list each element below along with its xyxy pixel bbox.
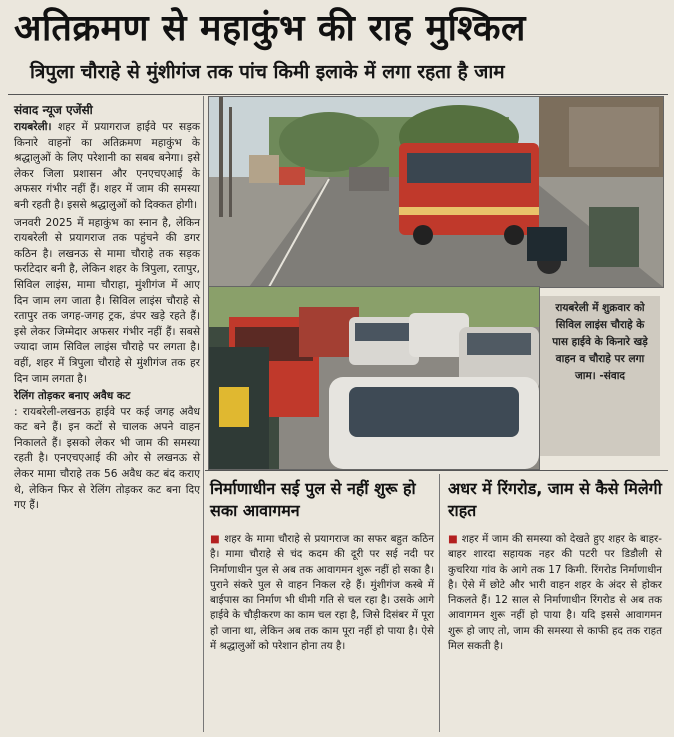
column-divider	[203, 96, 204, 732]
divider	[8, 94, 668, 95]
right-heading: अधर में रिंगरोड, जाम से कैसे मिलेगी राहत	[448, 479, 662, 520]
paragraph: शहर में प्रयागराज हाईवे पर सड़क किनारे वाहनों का अतिक्रमण महाकुंभ के श्रद्धालुओं के लिए परेशानी का सबब बनेगा। इसे लेकर जिला प्रशासन और एनएचएआई के अफसर गंभीर नहीं हैं। शहर में जाम की समस्या बनी रहती है। इससे श्रद्धालुओं को दिक्कत होगी।	[14, 121, 200, 211]
byline: संवाद न्यूज एजेंसी	[14, 103, 93, 117]
photo-caption: रायबरेली में शुक्रवार को सिविल लाइंस चौराहे के पास हाईवे के किनारे खड़े वाहन व चौराहे पर लगा जाम। -संवाद	[540, 296, 660, 456]
subheadline: त्रिपुला चौराहे से मुंशीगंज तक पांच किमी इलाके में लगा रहता है जाम	[30, 61, 505, 83]
column-divider	[439, 474, 440, 732]
headline: अतिक्रमण से महाकुंभ की राह मुश्किल	[14, 8, 526, 49]
middle-text: शहर के मामा चौराहे से प्रयागराज का सफर बहुत कठिन है। मामा चौराहे से चंद कदम की दूरी पर सई नदी पर निर्माणाधीन पुल से अब तक आवागमन शुरू नहीं हो सका है। पुराने संकरे पुल से वाहन निकल रहे हैं। मुंशीगंज कस्बे में बाईपास का निर्माण भी धीमी गति से चल रहा है। उसके आगे हाईवे के चौड़ीकरण का काम चल रहा है, जिसे दिसंबर में पूरा हो जाना था, लेकिन अब तक काम पूरा नहीं हो पाया है। ऐसे में श्रद्धालुओं को परेशान होना तय है।	[210, 533, 434, 653]
paragraph: जनवरी 2025 में महाकुंभ का स्नान है, लेकिन रायबरेली से प्रयागराज तक पहुंचने की डगर कठिन है। लखनऊ से मामा चौराहे तक सड़क फर्राटेदार बनी है, लेकिन शहर के त्रिपुला, रतापुर, सिविल लाइंस, मामा चौराहा, मुंशीगंज में आए दिन जाम लग जाता है। सिविल लाइंस चौराहे से रतापुर तक जगह-जगह ट्रक, डंपर खड़े रहते हैं। इसे लेकर जिम्मेदार अफसर गंभीर नहीं हैं। सबसे ज्यादा जाम सिविल लाइंस चौराहे पर लगता है। वहीं, शहर में त्रिपुला चौराहे से मुंशीगंज तक हर दिन जाम लगता है।	[14, 216, 200, 385]
left-column	[14, 120, 200, 516]
bullet-mark: ■	[448, 533, 462, 545]
traffic-jam-photo	[208, 286, 540, 470]
right-text: शहर में जाम की समस्या को देखते हुए शहर के बाहर-बाहर शारदा सहायक नहर की पटरी पर डिडौली से कुचरिया गांव के आगे तक 17 किमी. रिंगरोड निर्माणाधीन है। ऐसे में छोटे और भारी वाहन शहर के अंदर से होकर निकलते हैं। 12 साल से निर्माणाधीन रिंगरोड से अब तक आवागमन शुरू नहीं हो पाया है। यदि इससे आवागमन शुरू हो जाए तो, जाम की समस्या से काफी हद तक राहत मिल सकती है।	[448, 533, 662, 653]
right-body	[448, 532, 662, 654]
dateline: रायबरेली।	[14, 121, 52, 133]
middle-heading: निर्माणाधीन सई पुल से नहीं शुरू हो सका आवागमन	[210, 479, 416, 520]
divider	[205, 470, 668, 471]
paragraph: : रायबरेली-लखनऊ हाईवे पर कई जगह अवैध कट बने हैं। इन कटों से चालक अपने वाहन निकालते हैं। इसको लेकर भी जाम की समस्या रहती है। एनएचएआई की ओर से लखनऊ से लेकर मामा चौराहे तक 56 अवैध कट बंद कराए थे, लेकिन फिर से रेलिंग तोड़कर कट बना दिए गए हैं।	[14, 405, 200, 512]
middle-body	[210, 532, 434, 654]
highway-photo	[208, 96, 664, 288]
subheading: रेलिंग तोड़कर बनाए अवैध कट	[14, 390, 131, 403]
bullet-mark: ■	[210, 533, 225, 545]
